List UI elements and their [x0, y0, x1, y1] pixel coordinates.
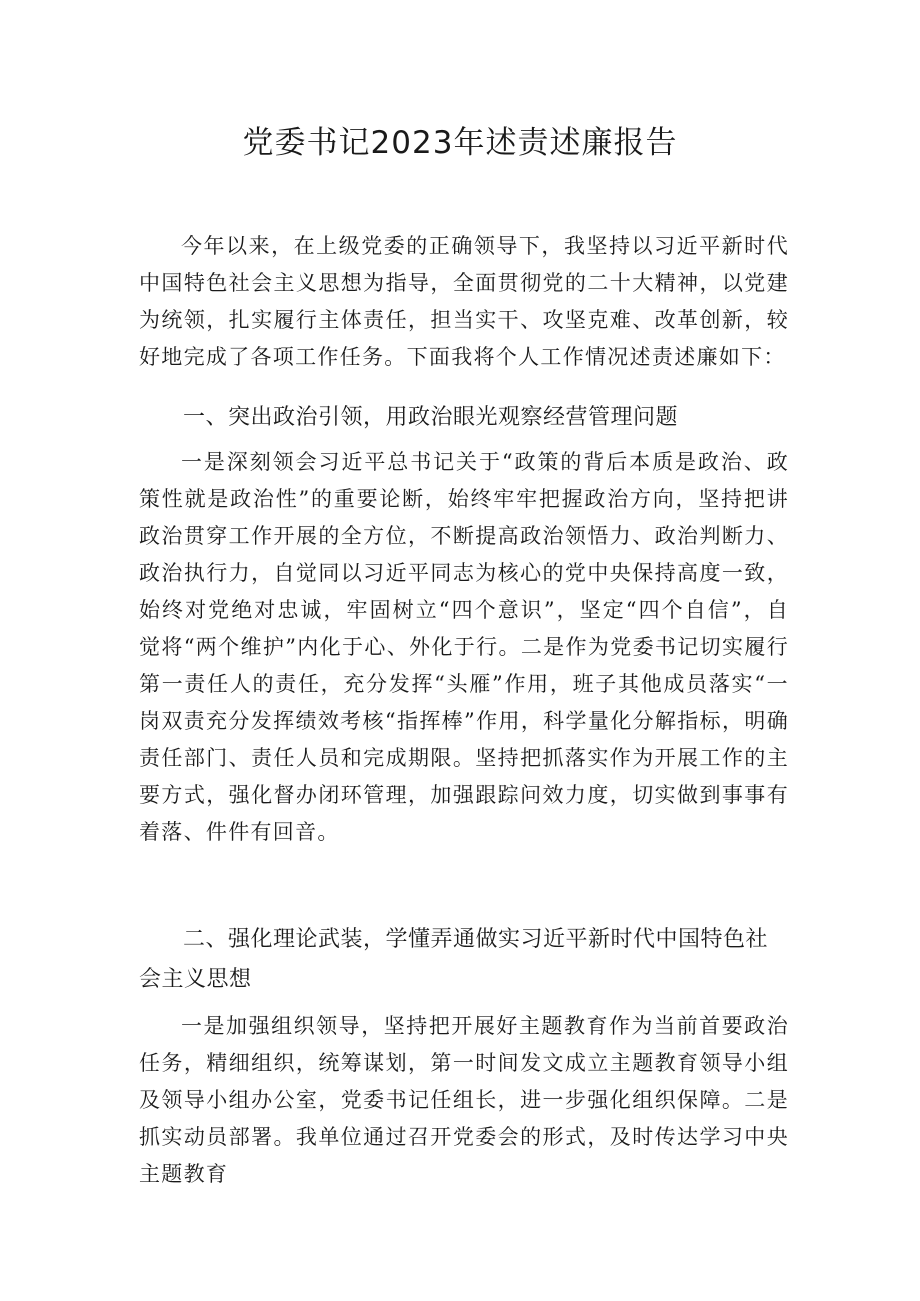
section-paragraph-1: 一是深刻领会习近平总书记关于“政策的背后本质是政治、政策性就是政治性”的重要论断，始终牢牢把握政治方向，坚持把讲政治贯穿工作开展的全方位，不断提高政治领悟力、政治判断力、政治执行力，自觉同以习近平同志为核心的党中央保持高度一致，始终对党绝对忠诚，牢固树立“四个意识”，坚定“四个自信”，自觉将“两个维护”内化于心、外化于行。二是作为党委书记切实履行第一责任人的责任，充分发挥“头雁”作用，班子其他成员落实“一岗双责充分发挥绩效考核“指挥棒”作用，科学量化分解指标，明确责任部门、责任人员和完成期限。坚持把抓落实作为开展工作的主要方式，强化督办闭环管理，加强跟踪问效力度，切实做到事事有着落、件件有回音。	[139, 450, 789, 844]
section-paragraph-2: 一是加强组织领导，坚持把开展好主题教育作为当前首要政治任务，精细组织，统筹谋划，第一时间发文成立主题教育领导小组及领导小组办公室，党委书记任组长，进一步强化组织保障。二是抓实动员部署。我单位通过召开党委会的形式，及时传达学习中央主题教育	[139, 1014, 789, 1186]
intro-paragraph: 今年以来，在上级党委的正确领导下，我坚持以习近平新时代中国特色社会主义思想为指导，全面贯彻党的二十大精神，以党建为统领，扎实履行主体责任，担当实干、攻坚克难、改革创新，较好地完成了各项工作任务。下面我将个人工作情况述责述廉如下：	[139, 234, 789, 369]
document-title: 党委书记2023年述责述廉报告	[242, 125, 678, 161]
section-heading-2: 二、强化理论武装，学懂弄通做实习近平新时代中国特色社会主义思想	[139, 927, 769, 992]
section-heading-1: 一、突出政治引领，用政治眼光观察经营管理问题	[183, 405, 679, 430]
